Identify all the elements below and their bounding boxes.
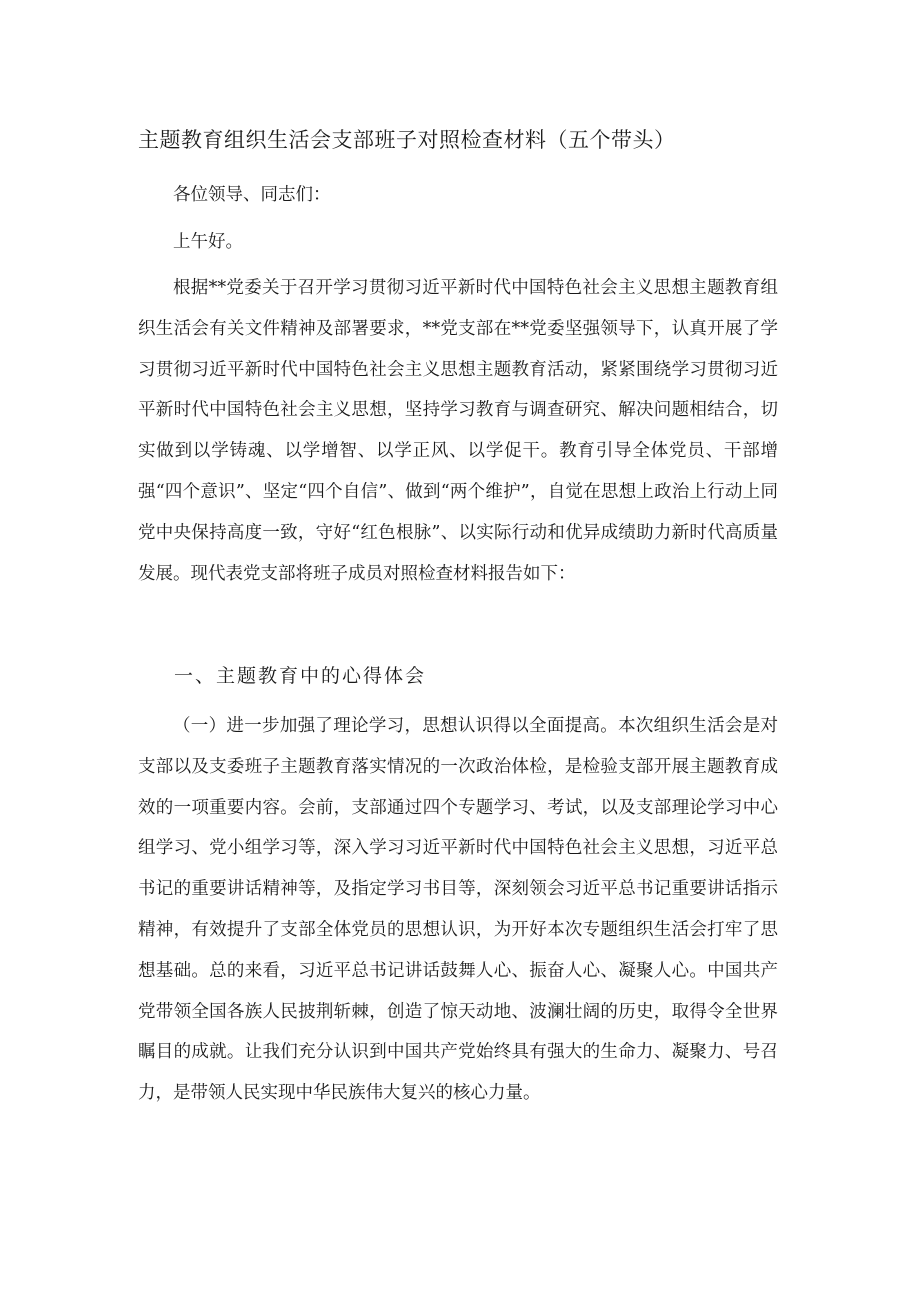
intro-paragraph: 根据**党委关于召开学习贯彻习近平新时代中国特色社会主义思想主题教育组织生活会有关文件精神及部署要求，**党支部在**党委坚强领导下，认真开展了学习贯彻习近平新时代中国特色社会主义思想主题教育活动，紧紧围绕学习贯彻习近平新时代中国特色社会主义思想，坚持学习教育与调查研究、解决问题相结合，切实做到以学铸魂、以学增智、以学正风、以学促干。教育引导全体党员、干部增强“四个意识”、坚定“四个自信”、做到“两个维护”，自觉在思想上政治上行动上同党中央保持高度一致，守好“红色根脉”、以实际行动和优异成绩助力新时代高质量发展。现代表党支部将班子成员对照检查材料报告如下：: [138, 278, 778, 584]
document-title: 主题教育组织生活会支部班子对照检查材料（五个带头）: [138, 128, 676, 152]
section-heading: 一、主题教育中的心得体会: [174, 665, 427, 687]
greeting-line: 各位领导、同志们：: [173, 185, 331, 205]
salutation-line: 上午好。: [173, 232, 243, 252]
subsection-paragraph: （一）进一步加强了理论学习，思想认识得以全面提高。本次组织生活会是对支部以及支委班子主题教育落实情况的一次政治体检，是检验支部开展主题教育成效的一项重要内容。会前，支部通过四个专题学习、考试，以及支部理论学习中心组学习、党小组学习等，深入学习习近平新时代中国特色社会主义思想，习近平总书记的重要讲话精神等，及指定学习书目等，深刻领会习近平总书记重要讲话指示精神，有效提升了支部全体党员的思想认识，为开好本次专题组织生活会打牢了思想基础。总的来看，习近平总书记讲话鼓舞人心、振奋人心、凝聚人心。中国共产党带领全国各族人民披荆斩棘，创造了惊天动地、波澜壮阔的历史，取得令全世界瞩目的成就。让我们充分认识到中国共产党始终具有强大的生命力、凝聚力、号召力，是带领人民实现中华民族伟大复兴的核心力量。: [138, 716, 778, 1104]
